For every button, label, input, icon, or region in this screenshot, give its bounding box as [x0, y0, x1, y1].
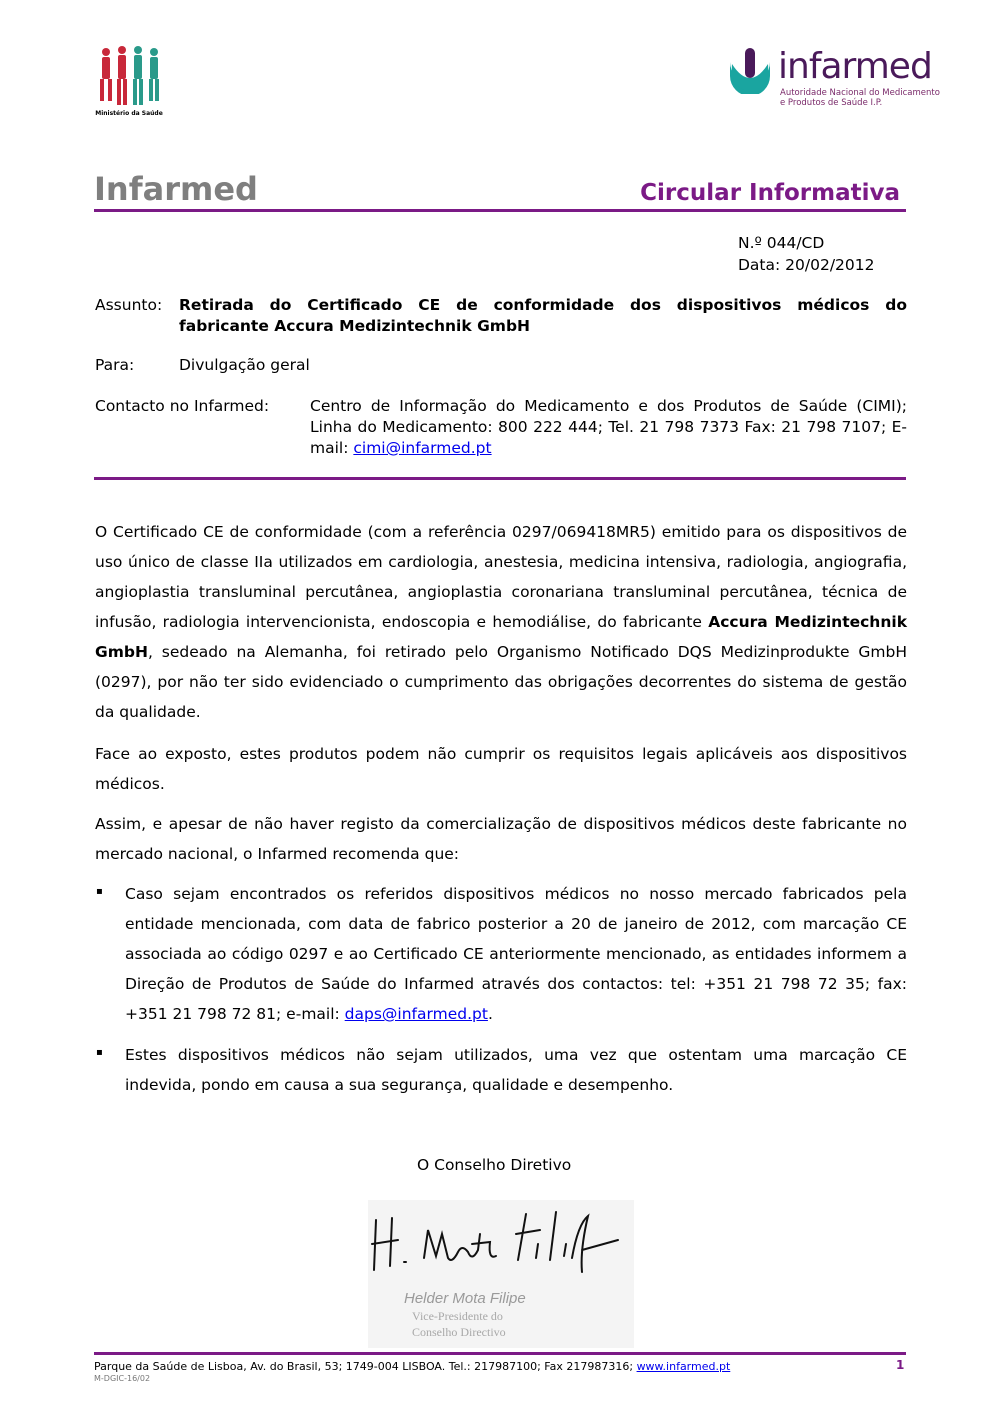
bullet-marker-2: ▪: [96, 1047, 103, 1058]
handwritten-signature: [368, 1200, 634, 1290]
footer-website-link[interactable]: www.infarmed.pt: [636, 1360, 731, 1373]
bullet-1-end: .: [487, 1005, 493, 1023]
bullet-marker-1: ▪: [96, 886, 103, 897]
paragraph-1-text-a: O Certificado CE de conformidade (com a referência 0297/069418MR5) emitido para os dispositivos de uso único de classe IIa utilizados em cardiologia, anestesia, medicina intensiva, radiologia, angiografia, angioplastia transluminal percutânea, angioplastia coronariana transluminal percutânea, técnica de infusão, radiologia intervencionista, endoscopia e hemodiálise, do fabricante: [95, 523, 907, 631]
footer-divider: [94, 1352, 906, 1355]
page-number: 1: [896, 1358, 905, 1372]
circular-date: Data: 20/02/2012: [738, 256, 875, 274]
subject-label: Assunto:: [95, 296, 163, 314]
title-divider: [94, 209, 906, 212]
body-paragraph-2: Face ao exposto, estes produtos podem não cumprir os requisitos legais aplicáveis aos dispositivos médicos.: [95, 745, 907, 793]
contact-text: [310, 396, 907, 459]
infarmed-logo-word: infarmed: [778, 46, 932, 87]
recipient-label: Para:: [95, 356, 135, 374]
body-paragraph-3: Assim, e apesar de não haver registo da comercialização de dispositivos médicos deste fabricante no mercado nacional, o Infarmed recomenda que:: [95, 815, 907, 863]
document-type-title: Circular Informativa: [640, 180, 900, 206]
signature-block: [368, 1200, 634, 1348]
ministry-logo: [98, 46, 162, 118]
subject-text: [179, 295, 907, 337]
document-brand-title: Infarmed: [94, 170, 258, 208]
ministry-label: Ministério da Saúde: [95, 110, 163, 117]
circular-number: N.º 044/CD: [738, 234, 825, 252]
body-paragraph-1: [95, 517, 907, 727]
paragraph-1-text-b: , sedeado na Alemanha, foi retirado pelo Organismo Notificado DQS Medizinprodukte GmbH (0297), por não ter sido evidenciado o cumprimento das obrigações decorrentes do sistema de gestão da qualidade.: [95, 643, 907, 721]
board-signoff: O Conselho Diretivo: [417, 1156, 572, 1174]
infarmed-tagline-line2: e Produtos de Saúde I.P.: [780, 98, 883, 108]
contact-email-link[interactable]: cimi@infarmed.pt: [353, 439, 492, 457]
infarmed-tagline-line1: Autoridade Nacional do Medicamento: [780, 88, 940, 98]
stamp-role-line2: Conselho Directivo: [412, 1325, 506, 1339]
subject-line2: fabricante Accura Medizintechnik GmbH: [179, 317, 531, 335]
recipient-value: Divulgação geral: [179, 356, 310, 374]
daps-email-link[interactable]: daps@infarmed.pt: [344, 1005, 488, 1023]
bullet-item-2: Estes dispositivos médicos não sejam utilizados, uma vez que ostentam uma marcação CE indevida, pondo em causa a sua segurança, qualidade e desempenho.: [125, 1046, 907, 1094]
infarmed-logo-tagline: [780, 88, 940, 108]
contact-details: Centro de Informação do Medicamento e dos Produtos de Saúde (CIMI); Linha do Medicamento: 800 222 444; Tel. 21 798 7373 Fax: 21 798 7107; E-mail:: [310, 397, 907, 457]
stamp-role-line1: Vice-Presidente do: [412, 1309, 503, 1323]
header-divider: [94, 477, 906, 480]
footer-address: [94, 1360, 730, 1373]
form-code: M-DGIC-16/02: [94, 1374, 151, 1383]
contact-label: Contacto no Infarmed:: [95, 397, 270, 415]
footer-address-text: Parque da Saúde de Lisboa, Av. do Brasil, 53; 1749-004 LISBOA. Tel.: 217987100; Fax 217987316;: [94, 1360, 637, 1373]
stamp-name: Helder Mota Filipe: [404, 1290, 526, 1307]
subject-line1: Retirada do Certificado CE de conformidade dos dispositivos médicos do: [179, 296, 907, 314]
bullet-item-1: [125, 879, 907, 1029]
infarmed-logo-mark: [726, 48, 774, 94]
manufacturer-name: Accura Medizintechnik GmbH: [95, 613, 907, 661]
bullet-1-text: Caso sejam encontrados os referidos dispositivos médicos no nosso mercado fabricados pela entidade mencionada, com data de fabrico posterior a 20 de janeiro de 2012, com marcação CE associada ao código 0297 e ao Certificado CE anteriormente mencionado, as entidades informem a Direção de Produtos de Saúde do Infarmed através dos contactos: tel: +351 21 798 72 35; fax: +351 21 798 72 81; e-mail:: [125, 885, 907, 1023]
